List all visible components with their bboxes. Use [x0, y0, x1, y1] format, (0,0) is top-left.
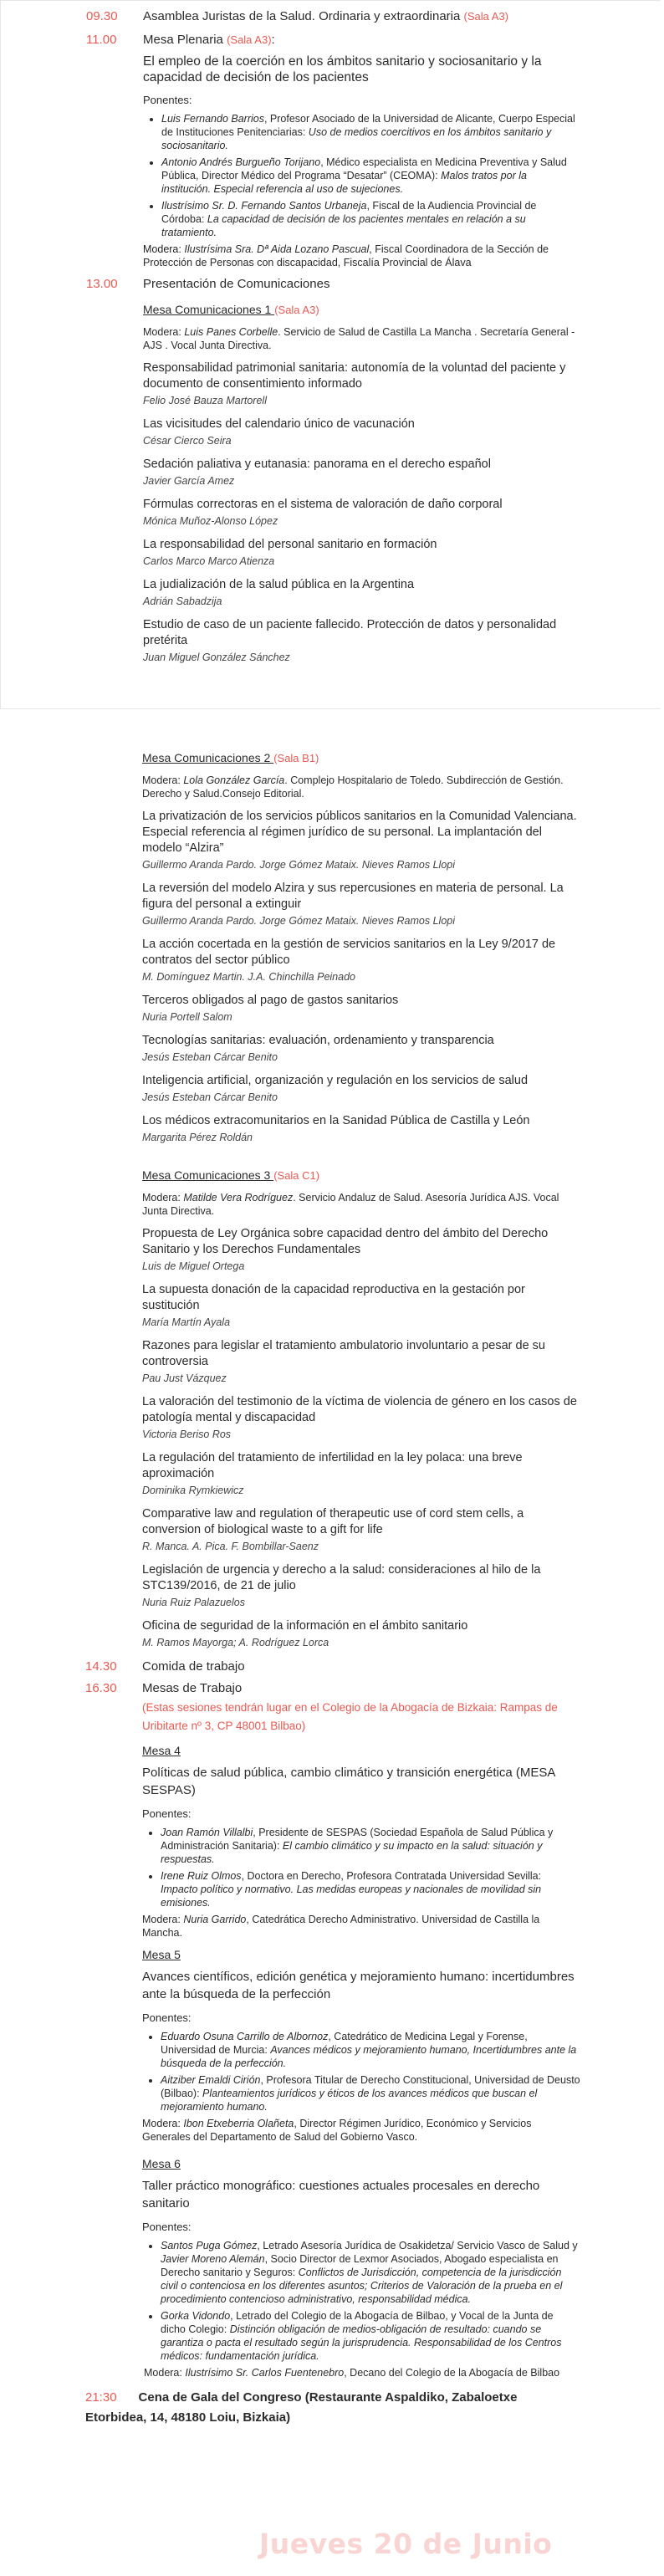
- communication-item: [142, 809, 580, 872]
- communication-title: Razones para legislar el tratamiento ambulatorio involuntario a pesar de su controversia: [142, 1339, 545, 1368]
- speaker-role: , Doctora en Derecho, Profesora Contratada Universidad Sevilla:: [241, 1870, 542, 1882]
- event-title: Mesa Plenaria: [143, 33, 223, 47]
- communication-authors: Carlos Marco Marco Atienza: [143, 555, 275, 567]
- communication-list: [142, 809, 580, 1145]
- communication-title: Propuesta de Ley Orgánica sobre capacidad dentro del ámbito del Derecho Sanitario y los Derechos Fundamentales: [142, 1227, 549, 1256]
- modera-label: Modera: [143, 243, 179, 255]
- moderator: Modera: Ilustrísima Sra. Dª Aida Lozano Pascual, Fiscal Coordinadora de la Sección de Protección de Personas con discapacidad, Fiscalía Provincial de Álava: [143, 243, 549, 268]
- communication-authors: César Cierco Seira: [143, 435, 232, 447]
- communication-item: [142, 1113, 580, 1145]
- communication-item: [142, 993, 580, 1025]
- communication-title: La reversión del modelo Alzira y sus repercusiones en materia de personal. La figura del personal a extinguir: [142, 882, 564, 911]
- mesa-heading: Mesa 4: [142, 1744, 181, 1757]
- mesa-6: [142, 2155, 580, 2379]
- moderator-name: Ibon Etxeberria Olañeta: [183, 2118, 294, 2129]
- speaker-talk: Conflictos de Jurisdicción, competencia de la jurisdicción civil o contenciosa en los diferentes asuntos; Criterios de Valoración de la prueba en el procedimiento contencioso administrativo, responsabilidad médica.: [161, 2267, 563, 2305]
- speaker-role: , Letrado Asesoría Jurídica de Osakidetza/ Servicio Vasco de Salud y: [257, 2240, 578, 2251]
- communication-title: La valoración del testimonio de la víctima de violencia de género en los casos de patología mental y discapacidad: [142, 1395, 577, 1424]
- speaker-item: [161, 2309, 580, 2363]
- communication-item: [143, 497, 577, 529]
- room-label: (Sala A3): [274, 304, 319, 316]
- speaker-name: Gorka Vidondo: [161, 2310, 231, 2322]
- speaker-item: [161, 156, 577, 196]
- speaker-talk: Avances médicos y mejoramiento humano, Incertidumbres ante la búsqueda de la perfección.: [161, 2044, 577, 2069]
- mesa-heading: Mesa 6: [142, 2157, 181, 2170]
- agenda-item-comunicaciones: [86, 276, 577, 665]
- day-watermark: Jueves 20 de Junio: [259, 2527, 553, 2560]
- time-label: 13.00: [86, 277, 118, 291]
- communication-list: [142, 1226, 580, 1650]
- communication-title: Inteligencia artificial, organización y regulación en los servicios de salud: [142, 1074, 529, 1087]
- speaker-item: [161, 1826, 580, 1866]
- communication-authors: Guillermo Aranda Pardo. Jorge Gómez Mataix. Nieves Ramos Llopi: [142, 859, 455, 871]
- speaker-name: Aitziber Emaldi Cirión: [161, 2074, 261, 2086]
- communication-authors: M. Ramos Mayorga; A. Rodríguez Lorca: [142, 1637, 329, 1648]
- speaker-list: [143, 112, 577, 239]
- ponentes-label: Ponentes:: [142, 2221, 192, 2233]
- speaker-talk: Malos tratos por la institución. Especial referencia al uso de sujeciones.: [161, 170, 527, 195]
- communication-item: [142, 937, 580, 984]
- speaker-list: [142, 2030, 580, 2113]
- communication-authors: Mónica Muñoz-Alonso López: [143, 515, 278, 527]
- moderator-name: Matilde Vera Rodríguez: [183, 1192, 294, 1204]
- room-label: (Sala A3): [463, 10, 509, 23]
- event-title: Comida de trabajo: [142, 1659, 245, 1674]
- communication-item: [142, 1226, 580, 1274]
- time-label: 14.30: [85, 1659, 117, 1674]
- communication-title: Tecnologías sanitarias: evaluación, ordenamiento y transparencia: [142, 1034, 494, 1047]
- communication-authors: Adrián Sabadzija: [143, 595, 222, 607]
- speaker-talk: El cambio climático y su impacto en la salud: situación y respuestas.: [161, 1840, 543, 1865]
- communication-authors: Juan Miguel González Sánchez: [143, 652, 290, 663]
- communication-item: [143, 617, 577, 665]
- communication-item: [142, 1394, 580, 1442]
- speaker-role: , Profesora Titular de Derecho Constitucional, Universidad de Deusto (Bilbao):: [161, 2074, 580, 2099]
- communication-title: La regulación del tratamiento de infertilidad en la ley polaca: una breve aproximación: [142, 1451, 523, 1480]
- communication-item: [143, 537, 577, 569]
- communication-title: Legislación de urgencia y derecho a la salud: consideraciones al hilo de la STC139/2016, de 21 de julio: [142, 1563, 541, 1592]
- communication-title: La supuesta donación de la capacidad reproductiva en la gestación por sustitución: [142, 1283, 525, 1312]
- moderator: [142, 1191, 580, 1218]
- speaker-name-2: Javier Moreno Alemán: [161, 2253, 265, 2265]
- speaker-item: [161, 2073, 580, 2113]
- communication-title: Responsabilidad patrimonial sanitaria: autonomía de la voluntad del paciente y documento de consentimiento informado: [143, 361, 566, 391]
- event-title: Presentación de Comunicaciones: [143, 277, 330, 291]
- page-1: [0, 0, 661, 709]
- speaker-role-2: , Socio Director de Lexmor Asociados, Abogado especialista en Derecho sanitario y Seguros:: [161, 2253, 559, 2278]
- communication-title: La acción cocertada en la gestión de servicios sanitarios en la Ley 9/2017 de contratos del sector público: [142, 938, 556, 967]
- mesa-comunicaciones-2: [142, 749, 580, 1145]
- communication-authors: Nuria Ruiz Palazuelos: [142, 1597, 245, 1608]
- event-title: Asamblea Juristas de la Salud. Ordinaria y extraordinaria: [143, 9, 461, 23]
- communication-item: [143, 417, 577, 448]
- modera-label: Modera:: [143, 326, 181, 338]
- mesa-heading: Mesa Comunicaciones 1: [143, 303, 275, 316]
- room-label: (Sala B1): [273, 752, 319, 764]
- agenda-item-asamblea: [86, 8, 577, 25]
- communication-authors: M. Domínguez Martin. J.A. Chinchilla Peinado: [142, 971, 355, 983]
- mesa-topic: Taller práctico monográfico: cuestiones actuales procesales en derecho sanitario: [142, 2179, 540, 2211]
- speaker-list: [142, 2239, 580, 2363]
- communication-item: [142, 881, 580, 928]
- speaker-item: [161, 199, 577, 239]
- moderator: [142, 2366, 580, 2379]
- moderator-name: Luis Panes Corbelle: [184, 326, 278, 338]
- speaker-name: Antonio Andrés Burgueño Torijano: [161, 156, 321, 168]
- communication-title: La responsabilidad del personal sanitario en formación: [143, 538, 437, 551]
- speaker-name: Irene Ruiz Olmos: [161, 1870, 242, 1882]
- agenda-item-plenaria: [86, 32, 577, 269]
- modera-label: Modera:: [142, 774, 181, 786]
- speaker-role: , Letrado del Colegio de la Abogacía de Bilbao, y Vocal de la Junta de dicho Colegio:: [161, 2310, 554, 2335]
- time-label: 21:30: [85, 2390, 117, 2405]
- modera-label: Modera:: [142, 1192, 181, 1204]
- mesa-comunicaciones-1: [143, 301, 577, 665]
- communication-item: [142, 1506, 580, 1554]
- communication-authors: Dominika Rymkiewicz: [142, 1485, 244, 1496]
- moderator-role: , Fiscal Coordinadora de la Sección de Protección de Personas con discapacidad, Fiscalía Provincial de Álava: [143, 243, 549, 268]
- moderator-name: Nuria Garrido: [183, 1914, 247, 1925]
- speaker-talk: La capacidad de decisión de los pacientes mentales en relación a su tratamiento.: [161, 213, 526, 238]
- communication-authors: Victoria Beriso Ros: [142, 1429, 232, 1440]
- speaker-talk: Uso de medios coercitivos en los ámbitos sanitario y sociosanitario.: [161, 126, 552, 151]
- speaker-role: , Médico especialista en Medicina Preventiva y Salud Pública, Director Médico del Programa “Desatar” (CEOMA):: [161, 156, 567, 181]
- time-label: 09.30: [86, 9, 118, 23]
- mesa-heading: Mesa Comunicaciones 3: [142, 1168, 274, 1182]
- speaker-role: , Profesor Asociado de la Universidad de Alicante, Cuerpo Especial de Instituciones Penitenciarias:: [161, 113, 575, 138]
- speaker-item: [161, 2239, 580, 2306]
- speaker-talk: Planteamientos jurídicos y éticos de los avances médicos que buscan el mejoramiento humano.: [161, 2088, 538, 2113]
- communication-item: [142, 1562, 580, 1610]
- event-title: Cena de Gala del Congreso (Restaurante Aspaldiko, Zabaloetxe Etorbidea, 14, 48180 Loiu, Bizkaia): [85, 2390, 518, 2425]
- communication-item: [143, 577, 577, 609]
- agenda-item-mesas-trabajo: [85, 1680, 580, 2379]
- moderator-name: Ilustrísima Sra. Dª Aida Lozano Pascual: [184, 243, 370, 255]
- ponentes-label: Ponentes:: [143, 94, 192, 106]
- communication-item: [142, 1073, 580, 1105]
- time-label: 11.00: [86, 33, 117, 47]
- speaker-item: [161, 2030, 580, 2070]
- moderator: [143, 325, 577, 352]
- colon: :: [271, 33, 275, 47]
- communication-item: [142, 1450, 580, 1498]
- speaker-name: Luis Fernando Barrios: [161, 113, 264, 125]
- moderator-name: Ilustrísimo Sr. Carlos Fuentenebro: [185, 2367, 345, 2379]
- communication-title: Oficina de seguridad de la información en el ámbito sanitario: [142, 1619, 468, 1633]
- speaker-item: [161, 1869, 580, 1909]
- agenda-item-cena: [0, 2388, 664, 2428]
- communication-item: [142, 1033, 580, 1065]
- room-label: (Sala A3): [227, 33, 272, 46]
- speaker-list: [142, 1826, 580, 1909]
- time-label: 16.30: [85, 1681, 117, 1695]
- moderator: [142, 2117, 580, 2144]
- communication-item: [143, 360, 577, 408]
- moderator-name: Lola González García: [183, 774, 285, 786]
- speaker-name: Joan Ramón Villalbi: [161, 1827, 253, 1838]
- ponentes-label: Ponentes:: [142, 1807, 192, 1820]
- speaker-name: Ilustrísimo Sr. D. Fernando Santos Urbaneja: [161, 200, 367, 212]
- communication-authors: Guillermo Aranda Pardo. Jorge Gómez Mataix. Nieves Ramos Llopi: [142, 915, 455, 927]
- communication-authors: R. Manca. A. Pica. F. Bombillar-Saenz: [142, 1541, 319, 1552]
- communication-title: La privatización de los servicios públicos sanitarios en la Comunidad Valenciana. Especial referencia al régimen jurídico de su personal. La implantación del modelo “Alzira”: [142, 810, 577, 855]
- communication-authors: Felio José Bauza Martorell: [143, 395, 267, 406]
- modera-label: Modera:: [144, 2367, 182, 2379]
- communication-item: [142, 1282, 580, 1330]
- communication-authors: Nuria Portell Salom: [142, 1011, 232, 1023]
- communication-title: Terceros obligados al pago de gastos sanitarios: [142, 994, 399, 1007]
- communication-title: Comparative law and regulation of therapeutic use of cord stem cells, a conversion of biological waste to a gift for life: [142, 1507, 524, 1536]
- speaker-talk: Distinción obligación de medios-obligación de resultado: cuando se garantiza o pacta el resultado según la jurisprudencia. Responsabilidad de los Centros médicos: fundamentación jurídica.: [161, 2323, 562, 2362]
- communication-title: Las vicisitudes del calendario único de vacunación: [143, 417, 415, 431]
- speaker-name: Eduardo Osuna Carrillo de Albornoz: [161, 2031, 329, 2042]
- communication-authors: María Martín Ayala: [142, 1316, 231, 1328]
- communication-item: [142, 1338, 580, 1386]
- communication-authors: Pau Just Vázquez: [142, 1372, 227, 1384]
- mesa-heading: Mesa 5: [142, 1948, 181, 1961]
- modera-label: Modera:: [142, 2118, 181, 2129]
- communication-authors: Jesús Esteban Cárcar Benito: [142, 1091, 278, 1103]
- moderator-role: , Decano del Colegio de la Abogacía de Bilbao: [344, 2367, 560, 2379]
- communication-item: [142, 1618, 580, 1650]
- mesa-5: [142, 1946, 580, 2144]
- mesa-comunicaciones-3: [142, 1167, 580, 1650]
- communication-list: [143, 360, 577, 665]
- communication-title: Fórmulas correctoras en el sistema de valoración de daño corporal: [143, 498, 503, 511]
- moderator: [142, 774, 580, 800]
- communication-item: [143, 457, 577, 488]
- speaker-item: [161, 112, 577, 152]
- mesa-topic: Políticas de salud pública, cambio climático y transición energética (MESA SESPAS): [142, 1766, 555, 1797]
- plenary-topic: El empleo de la coerción en los ámbitos sanitario y sociosanitario y la capacidad de decisión de los pacientes: [143, 54, 542, 84]
- room-label: (Sala C1): [273, 1169, 320, 1182]
- communication-authors: Luis de Miguel Ortega: [142, 1260, 245, 1272]
- mesa-4: [142, 1742, 580, 1940]
- moderator-role: . Servicio de Salud de Castilla La Mancha . Secretaría General - AJS . Vocal Junta Directiva.: [143, 326, 575, 351]
- modera-label: Modera:: [142, 1914, 181, 1925]
- mesa-topic: Avances científicos, edición genética y mejoramiento humano: incertidumbres ante la búsqueda de la perfección: [142, 1970, 575, 2001]
- moderator-role: . Complejo Hospitalario de Toledo. Subdirección de Gestión. Derecho y Salud.Consejo Editorial.: [142, 774, 564, 800]
- ponentes-label: Ponentes:: [142, 2011, 192, 2024]
- moderator: [142, 1913, 580, 1940]
- moderator-role: . Servicio Andaluz de Salud. Asesoría Jurídica AJS. Vocal Junta Directiva.: [142, 1192, 559, 1217]
- event-title: Mesas de Trabajo: [142, 1681, 243, 1695]
- speaker-role: , Presidente de SESPAS (Sociedad Española de Salud Pública y Administración Sanitaria):: [161, 1827, 554, 1852]
- moderator-role: , Catedrática Derecho Administrativo. Universidad de Castilla la Mancha.: [142, 1914, 540, 1939]
- communication-title: Los médicos extracomunitarios en la Sanidad Pública de Castilla y León: [142, 1114, 530, 1127]
- speaker-name: Santos Puga Gómez: [161, 2240, 258, 2251]
- page-2: [0, 709, 664, 2478]
- communication-title: Estudio de caso de un paciente fallecido. Protección de datos y personalidad pretérita: [143, 618, 557, 647]
- speaker-talk: Impacto político y normativo. Las medidas europeas y nacionales de movilidad sin emisiones.: [161, 1883, 542, 1909]
- moderator-role: , Director Régimen Jurídico, Económico y Servicios Generales del Departamento de Salud del Gobierno Vasco.: [142, 2118, 532, 2143]
- communication-authors: Javier García Amez: [143, 475, 235, 487]
- speaker-role: , Catedrático de Medicina Legal y Forense, Universidad de Murcia:: [161, 2031, 528, 2056]
- agenda-item-comida: [85, 1659, 580, 1675]
- communication-authors: Margarita Pérez Roldán: [142, 1132, 253, 1143]
- communication-authors: Jesús Esteban Cárcar Benito: [142, 1051, 278, 1063]
- communication-title: La judialización de la salud pública en la Argentina: [143, 578, 415, 591]
- speaker-role: , Fiscal de la Audiencia Provincial de Córdoba:: [161, 200, 537, 225]
- communication-title: Sedación paliativa y eutanasia: panorama en el derecho español: [143, 457, 491, 471]
- venue-note: (Estas sesiones tendrán lugar en el Colegio de la Abogacía de Bizkaia: Rampas de Uribitarte nº 3, CP 48001 Bilbao): [142, 1701, 558, 1732]
- mesa-heading: Mesa Comunicaciones 2: [142, 751, 274, 764]
